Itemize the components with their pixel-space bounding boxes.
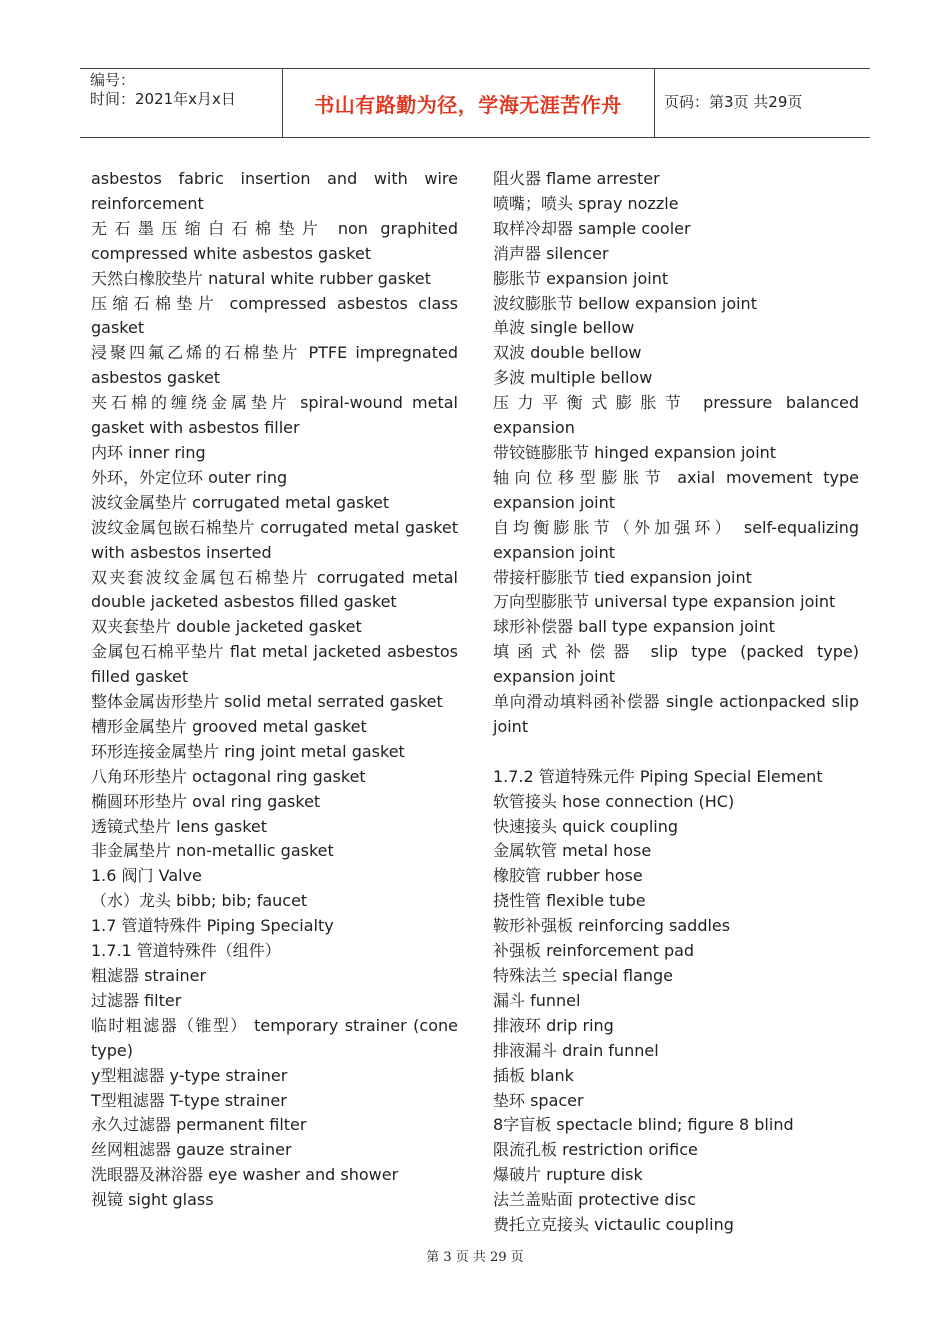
glossary-entry: 槽形金属垫片 grooved metal gasket: [91, 716, 367, 736]
glossary-entry: 填函式补偿器 slip type (packed type) expansion joint: [493, 642, 859, 687]
glossary-entry: 取样冷却器 sample cooler: [493, 218, 691, 238]
glossary-entry: 垫环 spacer: [493, 1090, 584, 1110]
glossary-entry: 双夹套波纹金属包石棉垫片 corrugated metal double jacketed asbestos filled gasket: [91, 567, 458, 612]
glossary-entry: （水）龙头 bibb; bib; faucet: [91, 891, 308, 911]
glossary-entry: 压缩石棉垫片 compressed asbestos class gasket: [91, 293, 458, 338]
glossary-entry: 费托立克接头 victaulic coupling: [493, 1215, 734, 1235]
glossary-entry: 天然白橡胶垫片 natural white rubber gasket: [91, 268, 431, 288]
glossary-entry: 波纹金属包嵌石棉垫片 corrugated metal gasket with asbestos inserted: [91, 517, 458, 562]
header-meta: [90, 71, 236, 109]
glossary-entry: T型粗滤器 T-type strainer: [91, 1090, 287, 1110]
motto: 书山有路勤为径，学海无涯苦作舟: [314, 93, 622, 117]
glossary-entry: 非金属垫片 non-metallic gasket: [91, 841, 334, 861]
glossary-entry: 鞍形补强板 reinforcing saddles: [493, 916, 731, 936]
glossary-entry: 单向滑动填料函补偿器 single actionpacked slip joint: [493, 692, 859, 736]
glossary-entry: 限流孔板 restriction orifice: [493, 1140, 698, 1160]
glossary-entry: 膨胀节 expansion joint: [493, 268, 669, 288]
glossary-entry: 内环 inner ring: [91, 442, 206, 462]
glossary-entry: 排液漏斗 drain funnel: [493, 1040, 659, 1060]
glossary-entry: 过滤器 filter: [91, 990, 182, 1010]
glossary-entry: 浸聚四氟乙烯的石棉垫片 PTFE impregnated asbestos gasket: [91, 343, 458, 388]
glossary-entry: 轴向位移型膨胀节 axial movement type expansion joint: [493, 467, 859, 512]
glossary-entry: y型粗滤器 y-type strainer: [91, 1065, 288, 1085]
glossary-entry: 八角环形垫片 octagonal ring gasket: [91, 766, 366, 786]
glossary-entry: 带铰链膨胀节 hinged expansion joint: [493, 442, 777, 462]
page-header: [80, 68, 870, 138]
glossary-entry: 压力平衡式膨胀节 pressure balanced expansion: [493, 393, 859, 438]
page-info: 页码：第3页 共29页: [664, 93, 803, 111]
time-label: 时间：2021年x月x日: [90, 90, 236, 108]
glossary-entry: 单波 single bellow: [493, 318, 635, 338]
glossary-entry: 法兰盖贴面 protective disc: [493, 1190, 697, 1210]
glossary-entry: 洗眼器及淋浴器 eye washer and shower: [91, 1165, 399, 1185]
glossary-entry: 球形补偿器 ball type expansion joint: [493, 617, 775, 637]
left-column: [91, 167, 458, 1213]
page-footer: 第 3 页 共 29 页: [426, 1250, 524, 1265]
header-divider: [654, 69, 655, 137]
glossary-entry: 波纹膨胀节 bellow expansion joint: [493, 293, 757, 313]
glossary-entry: 阻火器 flame arrester: [493, 169, 660, 188]
glossary-entry: 排液环 drip ring: [493, 1015, 614, 1035]
glossary-entry: 双波 double bellow: [493, 343, 642, 363]
glossary-entry: 整体金属齿形垫片 solid metal serrated gasket: [91, 692, 443, 712]
glossary-entry: asbestos fabric insertion and with wire reinforcement: [91, 169, 458, 213]
glossary-entry: 多波 multiple bellow: [493, 368, 653, 388]
number-label: 编号：: [90, 71, 136, 89]
glossary-entry: 视镜 sight glass: [91, 1190, 214, 1210]
glossary-entry: 特殊法兰 special flange: [493, 965, 674, 985]
glossary-entry: 临时粗滤器（锥型） temporary strainer (cone type): [91, 1015, 458, 1060]
glossary-entry: 自均衡膨胀节（外加强环） self-equalizing expansion joint: [493, 517, 859, 562]
glossary-entry: 环形连接金属垫片 ring joint metal gasket: [91, 741, 405, 761]
glossary-entry: 补强板 reinforcement pad: [493, 941, 695, 961]
glossary-entry: 万向型膨胀节 universal type expansion joint: [493, 592, 836, 612]
glossary-entry: 波纹金属垫片 corrugated metal gasket: [91, 492, 390, 512]
glossary-entry: 双夹套垫片 double jacketed gasket: [91, 617, 362, 637]
glossary-entry: [493, 740, 859, 765]
glossary-entry: 带接杆膨胀节 tied expansion joint: [493, 567, 752, 587]
glossary-entry: 8字盲板 spectacle blind; figure 8 blind: [493, 1115, 794, 1135]
glossary-entry: 快速接头 quick coupling: [493, 816, 679, 836]
glossary-entry: 粗滤器 strainer: [91, 966, 207, 985]
glossary-entry: 无石墨压缩白石棉垫片 non graphited compressed white asbestos gasket: [91, 218, 458, 263]
glossary-entry: 消声器 silencer: [493, 243, 609, 263]
glossary-entry: 透镜式垫片 lens gasket: [91, 816, 268, 836]
glossary-entry: 1.7 管道特殊件 Piping Specialty: [91, 916, 334, 936]
glossary-entry: 漏斗 funnel: [493, 990, 581, 1010]
glossary-entry: 椭圆环形垫片 oval ring gasket: [91, 791, 321, 811]
glossary-entry: 永久过滤器 permanent filter: [91, 1115, 307, 1135]
glossary-entry: 丝网粗滤器 gauze strainer: [91, 1140, 292, 1160]
glossary-entry: 1.7.1 管道特殊件（组件）: [91, 941, 281, 961]
right-column: [493, 167, 859, 1238]
glossary-entry: 挠性管 flexible tube: [493, 891, 646, 911]
glossary-entry: 外环，外定位环 outer ring: [91, 467, 288, 487]
glossary-entry: 橡胶管 rubber hose: [493, 866, 643, 886]
glossary-entry: 爆破片 rupture disk: [493, 1165, 643, 1185]
glossary-entry: 1.6 阀门 Valve: [91, 866, 202, 886]
glossary-entry: 金属包石棉平垫片 flat metal jacketed asbestos filled gasket: [91, 642, 458, 687]
glossary-entry: 插板 blank: [493, 1065, 574, 1085]
glossary-entry: 喷嘴；喷头 spray nozzle: [493, 193, 679, 213]
glossary-entry: 软管接头 hose connection (HC): [493, 791, 735, 811]
glossary-entry: 夹石棉的缠绕金属垫片 spiral-wound metal gasket with asbestos filler: [91, 393, 458, 438]
glossary-entry: 1.7.2 管道特殊元件 Piping Special Element: [493, 766, 823, 786]
glossary-entry: 金属软管 metal hose: [493, 841, 652, 861]
